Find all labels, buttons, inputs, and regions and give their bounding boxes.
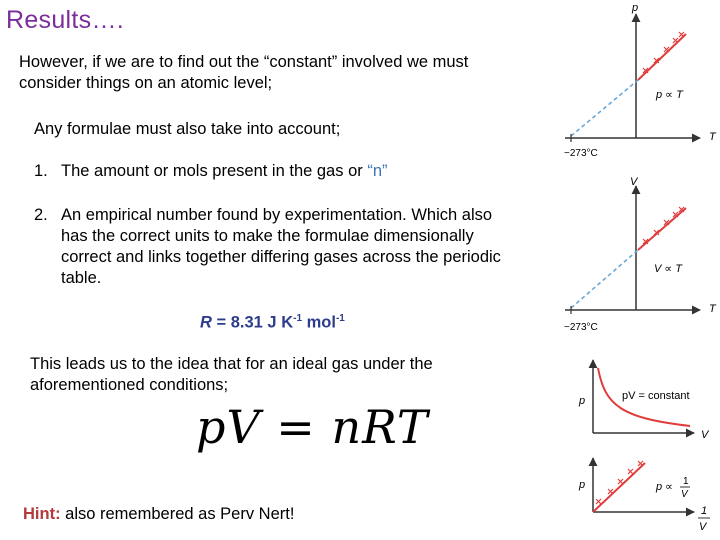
x-axis-label: T (709, 131, 716, 143)
data-points (596, 461, 643, 504)
relation-numerator: 1 (683, 476, 689, 487)
data-line (638, 208, 686, 250)
extrapolation-line (571, 250, 638, 308)
x-axis-denominator: V (699, 521, 707, 533)
requirements-heading: Any formulae must also take into account; (34, 120, 341, 138)
list-text: The amount or mols present in the gas or (61, 162, 363, 180)
x-axis-label: V (701, 429, 709, 441)
pressure-volume-graph (578, 360, 710, 441)
list-number: 1. (34, 162, 48, 180)
data-points (643, 32, 684, 73)
volume-temperature-graph (564, 176, 717, 333)
slide-title: Results…. (6, 6, 125, 34)
hint-text: also remembered as Perv Nert! (60, 505, 295, 523)
relation-label: pV = constant (622, 390, 690, 402)
data-line (638, 34, 686, 80)
relation-denominator: V (681, 489, 688, 500)
mol-exponent: -1 (335, 313, 345, 324)
y-axis-label: p (579, 479, 586, 491)
conclusion-paragraph: This leads us to the idea that for an ideal gas under the aforementioned conditions; (30, 355, 433, 394)
relation-label: V ∝ T (654, 263, 683, 275)
pressure-inverse-volume-graph (578, 458, 710, 533)
y-axis-label: V (630, 176, 638, 188)
absolute-zero-label: −273°C (564, 148, 598, 159)
gas-constant-symbol: R (200, 313, 212, 332)
data-points (643, 207, 684, 244)
x-axis-label: T (709, 303, 716, 315)
ideal-gas-equation: pV = nRT (196, 400, 429, 454)
y-axis-label: p (579, 395, 586, 407)
mol-unit: mol (302, 313, 336, 332)
kelvin-exponent: -1 (293, 313, 303, 324)
relation-label: p ∝ (656, 481, 674, 493)
x-axis-numerator: 1 (701, 505, 708, 517)
pressure-temperature-graph (564, 2, 717, 159)
relation-label: p ∝ T (656, 89, 683, 101)
absolute-zero-label: −273°C (564, 322, 598, 333)
extrapolation-line (571, 80, 638, 136)
data-line (593, 463, 645, 512)
gas-constant-value: = 8.31 J K (216, 313, 294, 332)
y-axis-label: p (632, 2, 639, 14)
n-highlight: “n” (367, 162, 388, 180)
list-text: An empirical number found by experimentation. Which also has the correct units to make the formulae dimensionally correct and links together differing gases across the periodic table. (61, 206, 501, 287)
list-number: 2. (34, 206, 48, 224)
hint-label: Hint: (23, 505, 61, 523)
intro-paragraph: However, if we are to find out the “constant” involved we must consider things on an atomic level; (19, 53, 469, 92)
